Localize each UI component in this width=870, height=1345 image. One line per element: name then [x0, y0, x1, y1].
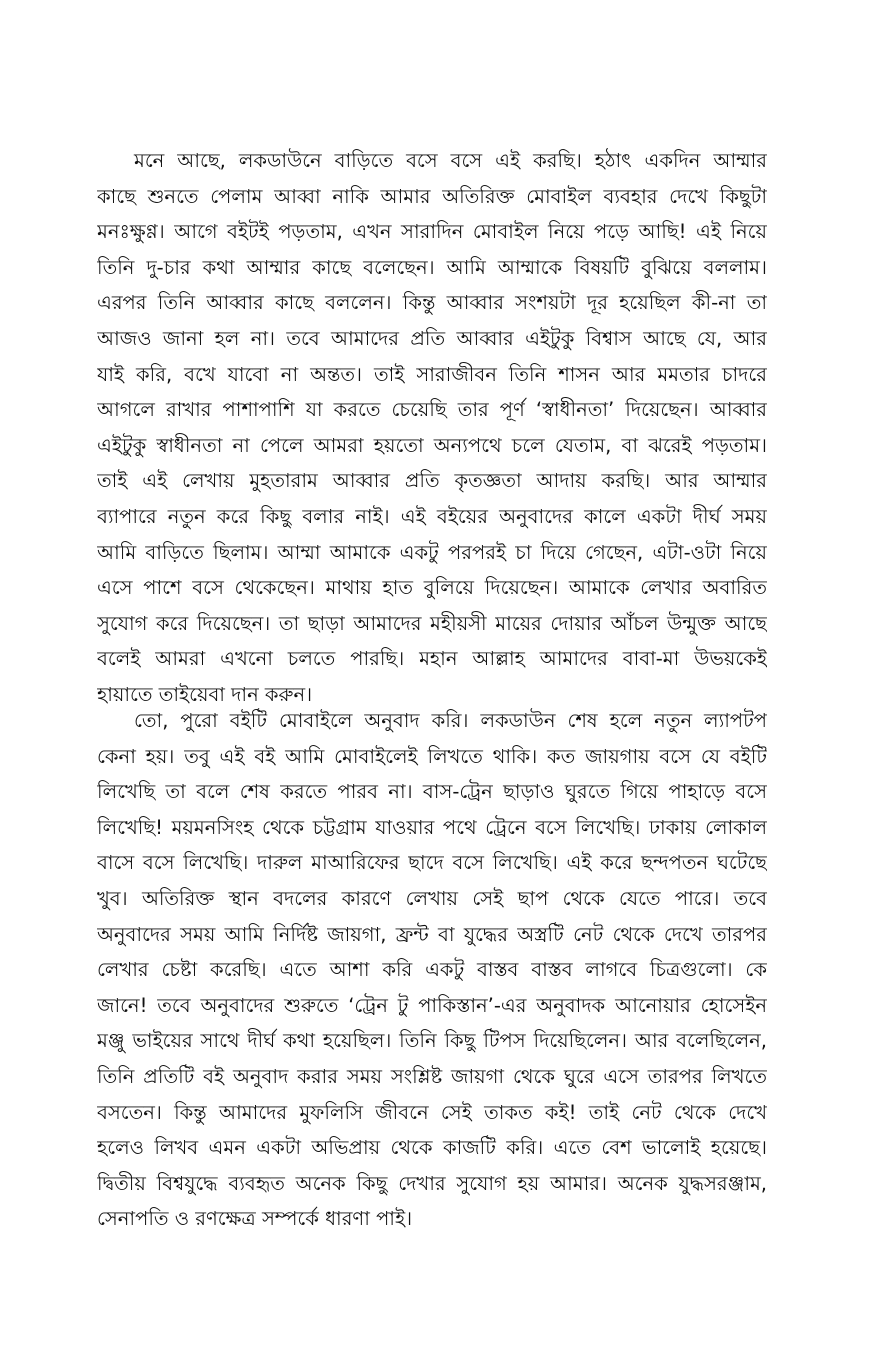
text-line: দ্বিতীয় বিশ্বযুদ্ধে ব্যবহৃত অনেক কিছু দেখার সুযোগ হয় আমার। অনেক যুদ্ধসরঞ্জাম,	[97, 1171, 767, 1195]
text-line: অনুবাদের সময় আমি নির্দিষ্ট জায়গা, ফ্রন্ট বা যুদ্ধের অস্ত্রটি নেট থেকে দেখে তারপর	[97, 922, 767, 946]
text-line: আগলে রাখার পাশাপাশি যা করতে চেয়েছি তার পূর্ণ ‘স্বাধীনতা’ দিয়েছেন। আব্বার	[97, 398, 767, 422]
text-line: কেনা হয়। তবু এই বই আমি মোবাইলেই লিখতে থাকি। কত জায়গায় বসে যে বইটি	[97, 744, 767, 768]
text-line: এসে পাশে বসে থেকেছেন। মাথায় হাত বুলিয়ে দিয়েছেন। আমাকে লেখার অবারিত	[97, 576, 767, 600]
text-line: আজও জানা হল না। তবে আমাদের প্রতি আব্বার এইটুকু বিশ্বাস আছে যে, আর	[97, 326, 767, 350]
text-line: আমি বাড়িতে ছিলাম। আম্মা আমাকে একটু পরপরই চা দিয়ে গেছেন, এটা-ওটা নিয়ে	[97, 540, 767, 564]
text-line: লেখার চেষ্টা করেছি। এতে আশা করি একটু বাস্তব বাস্তব লাগবে চিত্রগুলো। কে	[97, 958, 767, 982]
text-line: মনঃক্ষুণ্ণ। আগে বইটই পড়তাম, এখন সারাদিন মোবাইল নিয়ে পড়ে আছি! এই নিয়ে	[97, 220, 767, 244]
text-line: বলেই আমরা এখনো চলতে পারছি। মহান আল্লাহ আমাদের বাবা-মা উভয়কেই	[97, 647, 767, 671]
text-line: হলেও লিখব এমন একটা অভিপ্রায় থেকে কাজটি করি। এতে বেশ ভালোই হয়েছে।	[97, 1136, 767, 1160]
text-line: হায়াতে তাইয়েবা দান করুন।	[97, 682, 313, 706]
text-line: বসতেন। কিন্তু আমাদের মুফলিসি জীবনে সেই তাকত কই! তাই নেট থেকে দেখে	[97, 1100, 767, 1124]
text-line: লিখেছি তা বলে শেষ করতে পারব না। বাস-ট্রেন ছাড়াও ঘুরতে গিয়ে পাহাড়ে বসে	[97, 780, 767, 804]
text-line: তো, পুরো বইটি মোবাইলে অনুবাদ করি। লকডাউন শেষ হলে নতুন ল্যাপটপ	[134, 709, 767, 732]
text-line: কাছে শুনতে পেলাম আব্বা নাকি আমার অতিরিক্ত মোবাইল ব্যবহার দেখে কিছুটা	[97, 184, 767, 208]
text-line: যাই করি, বখে যাবো না অন্তত। তাই সারাজীবন তিনি শাসন আর মমতার চাদরে	[97, 362, 767, 386]
text-line: বাসে বসে লিখেছি। দারুল মাআরিফের ছাদে বসে লিখেছি। এই করে ছন্দপতন ঘটেছে	[97, 851, 767, 875]
paragraph-1	[97, 143, 767, 713]
text-line: তিনি দু-চার কথা আম্মার কাছে বলেছেন। আমি আম্মাকে বিষয়টি বুঝিয়ে বললাম।	[97, 255, 767, 279]
text-line: সুযোগ করে দিয়েছেন। তা ছাড়া আমাদের মহীয়সী মায়ের দোয়ার আঁচল উন্মুক্ত আছে	[97, 611, 767, 635]
text-line: জানে! তবে অনুবাদের শুরুতে ‘ট্রেন টু পাকিস্তান’-এর অনুবাদক আনোয়ার হোসেইন	[97, 993, 767, 1017]
text-line: মনে আছে, লকডাউনে বাড়িতে বসে বসে এই করছি। হঠাৎ একদিন আম্মার	[134, 149, 767, 172]
paragraph-2	[97, 703, 767, 1237]
text-line: লিখেছি! ময়মনসিংহ থেকে চট্টগ্রাম যাওয়ার পথে ট্রেনে বসে লিখেছি। ঢাকায় লোকাল	[97, 815, 767, 839]
text-line: ব্যাপারে নতুন করে কিছু বলার নাই। এই বইয়ের অনুবাদের কালে একটা দীর্ঘ সময়	[97, 504, 767, 528]
text-line: তিনি প্রতিটি বই অনুবাদ করার সময় সংশ্লিষ্ট জায়গা থেকে ঘুরে এসে তারপর লিখতে	[97, 1064, 767, 1088]
text-line: মঞ্জু ভাইয়ের সাথে দীর্ঘ কথা হয়েছিল। তিনি কিছু টিপস দিয়েছিলেন। আর বলেছিলেন,	[97, 1029, 767, 1053]
text-line: সেনাপতি ও রণক্ষেত্র সম্পর্কে ধারণা পাই।	[97, 1207, 413, 1231]
text-line: খুব। অতিরিক্ত স্থান বদলের কারণে লেখায় সেই ছাপ থেকে যেতে পারে। তবে	[97, 886, 767, 910]
text-line: এরপর তিনি আব্বার কাছে বললেন। কিন্তু আব্বার সংশয়টা দূর হয়েছিল কী-না তা	[97, 291, 767, 315]
text-line: তাই এই লেখায় মুহতারাম আব্বার প্রতি কৃতজ্ঞতা আদায় করছি। আর আম্মার	[97, 469, 767, 493]
text-line: এইটুকু স্বাধীনতা না পেলে আমরা হয়তো অন্যপথে চলে যেতাম, বা ঝরেই পড়তাম।	[97, 433, 767, 457]
